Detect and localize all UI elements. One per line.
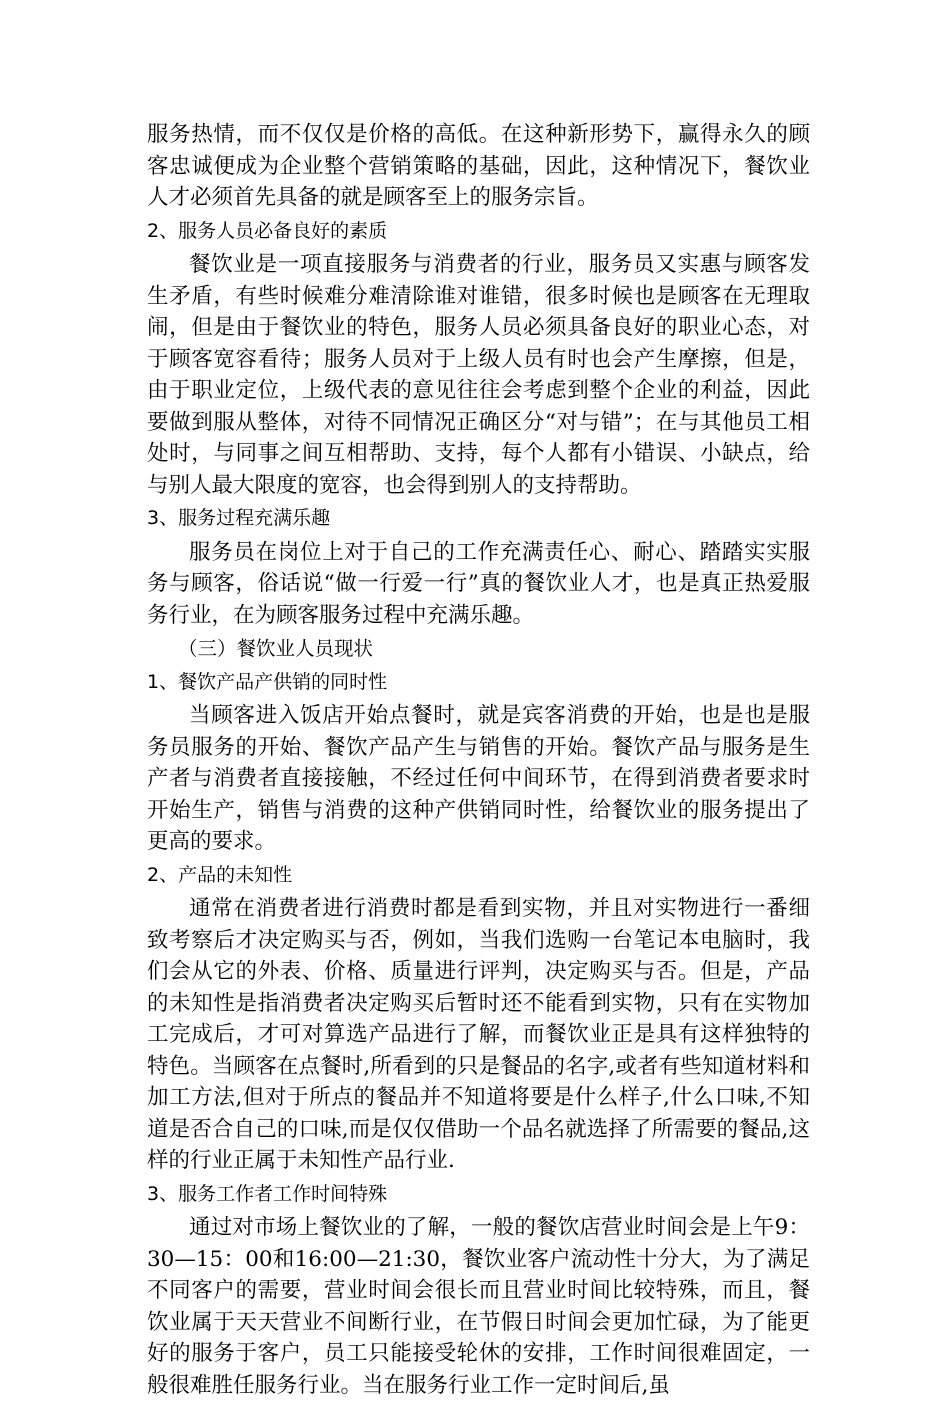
document-page: [147, 119, 810, 1401]
heading-service-joy: 3、服务过程充满乐趣: [147, 507, 331, 529]
heading-work-hours: 3、服务工作者工作时间特殊: [147, 1182, 388, 1205]
paragraph-unknown-product: 通常在消费者进行消费时都是看到实物，并且对实物进行一番细致考察后才决定购买与否，例如，当我们选购一台笔记本电脑时，我们会从它的外表、价格、质量进行评判，决定购买与否。但是，产品的未知性是指消费者决定购买后暂时还不能看到实物，只有在实物加工完成后，才可对算选产品进行了解，而餐饮业正是具有这样独特的特色。当顾客在点餐时,所看到的只是餐品的名字,或者有些知道材料和加工方法,但对于所点的餐品并不知道将要是什么样子,什么口味,不知道是否合自己的口味,而是仅仅借助一个品名就选择了所需要的餐品,这样的行业正属于未知性产品行业.: [147, 896, 810, 1173]
section-title-status: （三）餐饮业人员现状: [178, 637, 374, 660]
paragraph-work-hours: 通过对市场上餐饮业的了解，一般的餐饮店营业时间会是上午9：30—15：00和16:00—21:30，餐饮业客户流动性十分大，为了满足不同客户的需要，营业时间会很长而且营业时间比较特殊，而且，餐饮业属于天天营业不间断行业，在节假日时间会更加忙碌，为了能更好的服务于客户，员工只能接受轮休的安排，工作时间很难固定，一般很难胜任服务行业。当在服务行业工作一定时间后,虽: [147, 1215, 810, 1398]
paragraph-staff-quality: 餐饮业是一项直接服务与消费者的行业，服务员又实惠与顾客发生矛盾，有些时候难分难清除谁对谁错，很多时候也是顾客在无理取闹，但是由于餐饮业的特色，服务人员必须具备良好的职业心态，对于顾客宽容看待；服务人员对于上级人员有时也会产生摩擦，但是，由于职业定位，上级代表的意见往往会考虑到整个企业的利益，因此要做到服从整体，对待不同情况正确区分“对与错”；在与其他员工相处时，与同事之间互相帮助、支持，每个人都有小错误、小缺点，给与别人最大限度的宽容，也会得到别人的支持帮助。: [147, 252, 810, 498]
paragraph-simultaneity: 当顾客进入饭店开始点餐时，就是宾客消费的开始，也是也是服务员服务的开始、餐饮产品产生与销售的开始。餐饮产品与服务是生产者与消费者直接接触，不经过任何中间环节，在得到消费者要求时开始生产，销售与消费的这种产供销同时性，给餐饮业的服务提出了更高的要求。: [147, 703, 810, 854]
heading-simultaneity: 1、餐饮产品产供销的同时性: [147, 670, 388, 693]
heading-staff-quality: 2、服务人员必备良好的素质: [147, 219, 388, 242]
paragraph-service-enthusiasm: 服务热情，而不仅仅是价格的高低。在这种新形势下，赢得永久的顾客忠诚便成为企业整个营销策略的基础，因此，这种情况下，餐饮业人才必须首先具备的就是顾客至上的服务宗旨。: [147, 122, 810, 210]
paragraph-service-joy: 服务员在岗位上对于自己的工作充满责任心、耐心、踏踏实实服务与顾客，俗话说“做一行爱一行”真的餐饮业人才，也是真正热爱服务行业，在为顾客服务过程中充满乐趣。: [147, 539, 810, 628]
heading-unknown-product: 2、产品的未知性: [147, 863, 293, 886]
